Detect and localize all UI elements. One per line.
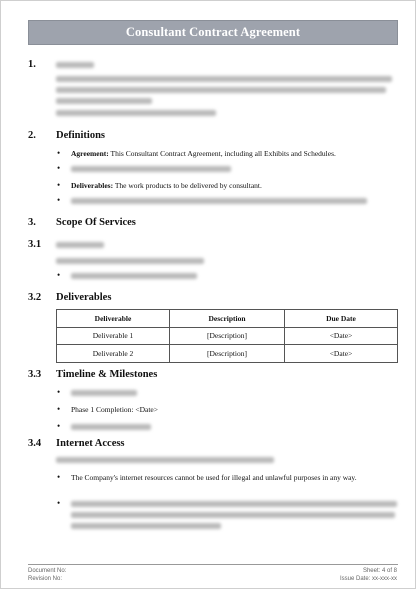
redacted-text-line: [71, 166, 231, 172]
table-cell: Deliverable 2: [57, 345, 170, 363]
redacted-text-line: [56, 110, 216, 116]
section-title: Timeline & Milestones: [56, 369, 158, 380]
section-number: 3.1: [28, 239, 42, 250]
list-item-redacted: [57, 195, 398, 206]
section-title: Deliverables: [56, 292, 112, 303]
list-item-redacted: [57, 163, 398, 174]
redacted-text-line: [71, 501, 397, 507]
section-title: Scope Of Services: [56, 217, 136, 228]
definition-term: Deliverables:: [71, 181, 114, 190]
bullet-icon: •: [57, 195, 61, 205]
table-cell: [Description]: [170, 345, 285, 363]
column-header: Deliverable: [57, 310, 170, 328]
sheet-number: Sheet: 4 of 8: [362, 568, 397, 574]
redacted-text-line: [71, 512, 395, 518]
document-title: Consultant Contract Agreement: [28, 20, 398, 45]
list-item-redacted: [57, 421, 398, 432]
table-row: [57, 345, 398, 363]
section-number: 3.4: [28, 438, 42, 449]
section-number: 2.: [28, 130, 36, 141]
revision-number-label: Revision No:: [28, 576, 63, 582]
footer-divider: [28, 564, 398, 565]
table-cell: Deliverable 1: [57, 327, 170, 345]
table-cell: [Description]: [170, 327, 285, 345]
bullet-icon: •: [57, 148, 61, 158]
redacted-heading: [56, 242, 104, 248]
redacted-text-line: [71, 390, 137, 396]
bullet-icon: •: [57, 163, 61, 173]
table-row: [57, 327, 398, 345]
bullet-icon: •: [57, 387, 61, 397]
table-header-row: [57, 310, 398, 328]
redacted-text-line: [56, 457, 274, 463]
section-1-heading: [28, 59, 398, 73]
section-number: 1.: [28, 59, 36, 70]
list-item: [57, 404, 398, 415]
definition-term: Agreement:: [71, 149, 109, 158]
redacted-text-line: [71, 198, 367, 204]
redacted-text-line: [56, 76, 392, 82]
list-item: [57, 180, 398, 191]
section-2-heading: [28, 130, 398, 144]
section-number: 3.3: [28, 369, 42, 380]
bullet-icon: •: [57, 404, 61, 414]
list-item-redacted: [57, 387, 398, 398]
redacted-text-line: [71, 523, 221, 529]
section-3-3-heading: [28, 369, 398, 383]
bullet-icon: •: [57, 421, 61, 431]
section-3-heading: [28, 217, 398, 231]
column-header: Due Date: [285, 310, 398, 328]
list-item: [57, 472, 398, 494]
section-3-2-heading: [28, 292, 398, 306]
redacted-text-line: [71, 424, 151, 430]
definition-text: The work products to be delivered by consultant.: [113, 181, 262, 190]
document-number-label: Document No:: [28, 568, 67, 574]
bullet-icon: •: [57, 270, 61, 280]
redacted-text-line: [56, 87, 386, 93]
table-cell: <Date>: [285, 345, 398, 363]
section-number: 3.2: [28, 292, 42, 303]
list-item-redacted: [57, 498, 398, 531]
redacted-text-line: [71, 273, 197, 279]
redacted-text-line: [56, 258, 204, 264]
section-3-4-heading: [28, 438, 398, 452]
column-header: Description: [170, 310, 285, 328]
definition-text: This Consultant Contract Agreement, including all Exhibits and Schedules.: [108, 149, 336, 158]
issue-date: Issue Date: xx-xxx-xx: [339, 576, 397, 582]
list-item: [57, 148, 398, 159]
bullet-icon: •: [57, 498, 61, 508]
deliverables-table: [56, 309, 398, 363]
section-title: Internet Access: [56, 438, 125, 449]
list-item-redacted: [57, 270, 398, 281]
redacted-text-line: [56, 98, 152, 104]
redacted-heading: [56, 62, 94, 68]
bullet-icon: •: [57, 180, 61, 190]
section-number: 3.: [28, 217, 36, 228]
section-3-1-heading: [28, 239, 398, 253]
policy-text: The Company's internet resources cannot be used for illegal and unlawful purposes in any way.: [71, 473, 357, 482]
section-title: Definitions: [56, 130, 106, 141]
table-cell: <Date>: [285, 327, 398, 345]
milestone-text: Phase 1 Completion: <Date>: [71, 405, 158, 414]
bullet-icon: •: [57, 472, 61, 482]
